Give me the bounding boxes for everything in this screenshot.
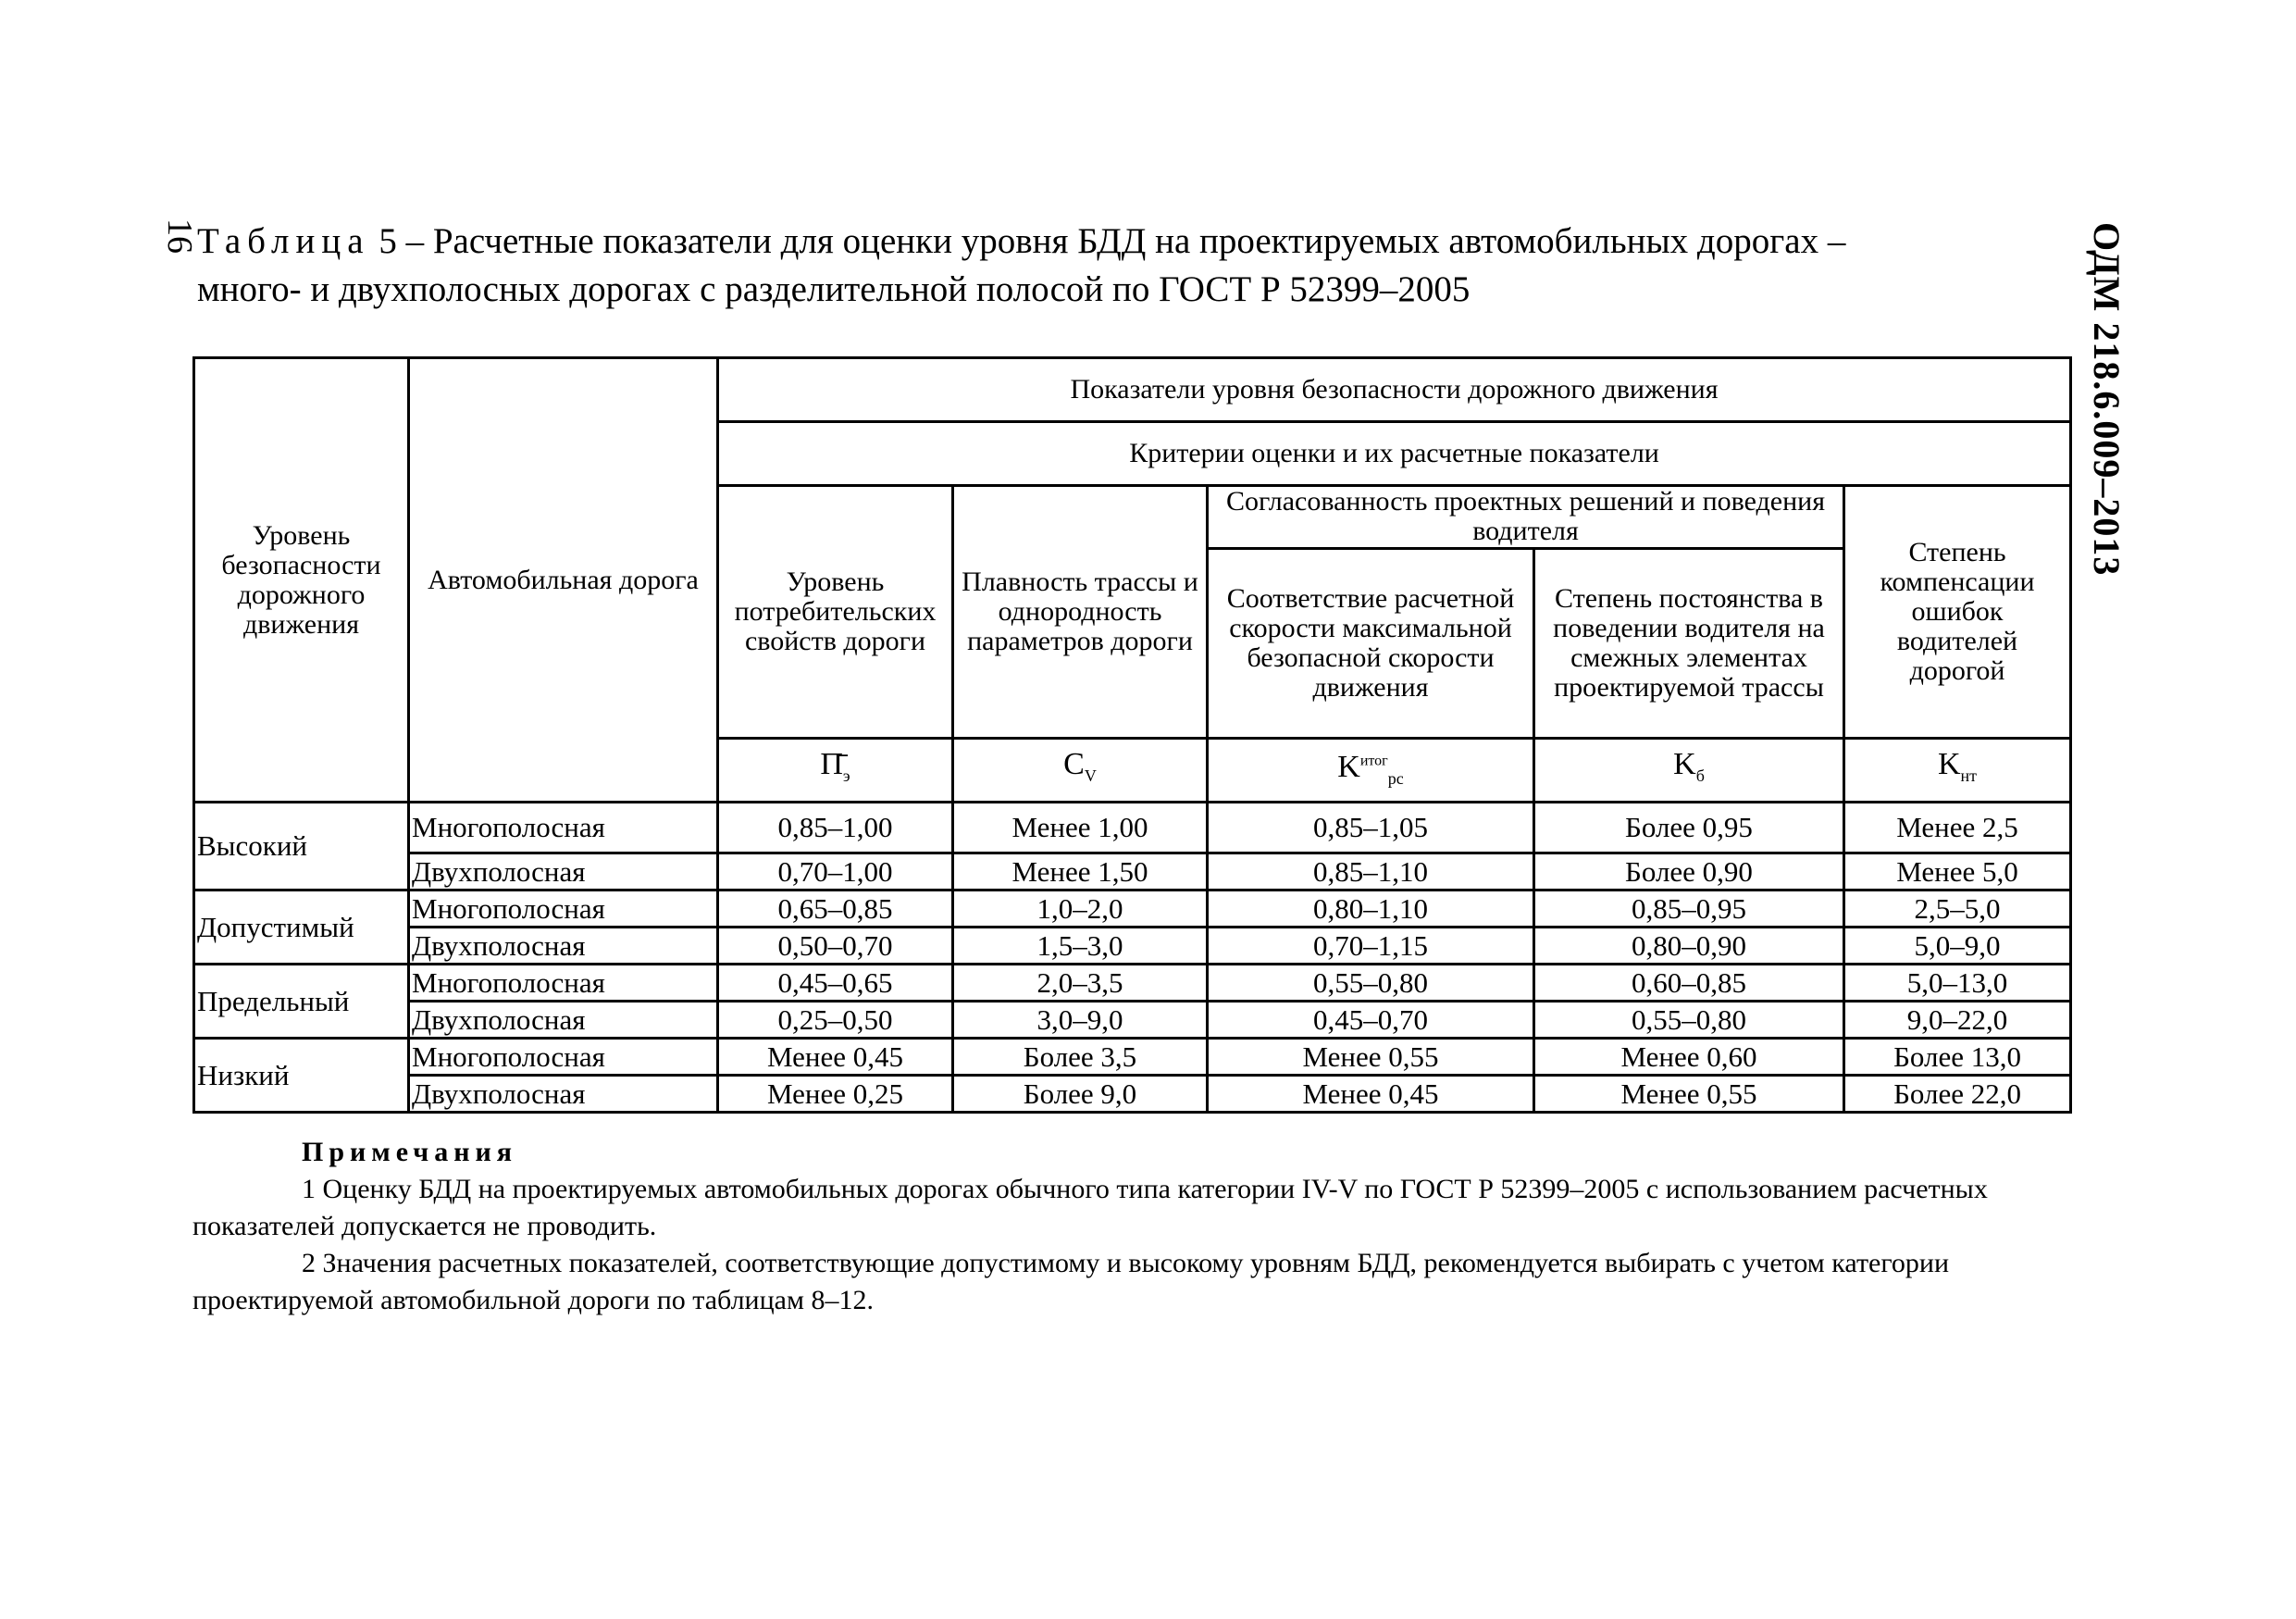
value-cell: 0,55–0,80 <box>1534 1002 1844 1039</box>
notes-heading: Примечания <box>302 1137 518 1167</box>
road-cell: Двухполосная <box>409 853 718 890</box>
level-cell: Предельный <box>194 965 409 1039</box>
symbol-cell <box>953 739 1208 803</box>
header-consumer-properties: Уровень потребительских свойств дороги <box>718 486 953 739</box>
symbol-label: $K^{итог}_{рс}$ <box>1337 750 1404 789</box>
value-cell: 0,80–0,90 <box>1534 928 1844 965</box>
header-speed-compliance: Соответствие расчетной скорости максимальной безопасной скорости движения <box>1208 548 1534 738</box>
value-cell: Более 3,5 <box>953 1039 1208 1076</box>
notes <box>192 1134 2071 1319</box>
table-row <box>194 853 2071 890</box>
title-line2: много- и двухполосных дорогах с разделительной полосой по ГОСТ Р 52399–2005 <box>197 269 1471 309</box>
symbol-label: $П̄_э$ <box>820 747 850 785</box>
value-cell: Менее 0,55 <box>1208 1039 1534 1076</box>
symbol-label: $K_б$ <box>1673 747 1705 785</box>
value-cell: Более 0,95 <box>1534 803 1844 853</box>
symbol-cell <box>1844 739 2071 803</box>
road-cell: Двухполосная <box>409 1002 718 1039</box>
header-group-criteria: Критерии оценки и их расчетные показатели <box>718 422 2071 486</box>
value-cell: 0,70–1,15 <box>1208 928 1534 965</box>
road-cell: Многополосная <box>409 1039 718 1076</box>
symbol-cell <box>1208 739 1534 803</box>
road-cell: Многополосная <box>409 890 718 928</box>
symbol-label: $C_V$ <box>1063 747 1097 785</box>
value-cell: Более 13,0 <box>1844 1039 2071 1076</box>
road-cell: Двухполосная <box>409 928 718 965</box>
header-consistency: Согласованность проектных решений и поведения водителя <box>1208 486 1844 549</box>
table-row <box>194 890 2071 928</box>
value-cell: Более 22,0 <box>1844 1076 2071 1113</box>
value-cell: Менее 0,45 <box>718 1039 953 1076</box>
note-item: 1 Оценку БДД на проектируемых автомобильных дорогах обычного типа категории IV-V по ГОСТ Р 52399–2005 с использованием расчетных показателей допускается не проводить. <box>192 1174 1988 1241</box>
header-road: Автомобильная дорога <box>409 358 718 803</box>
value-cell: 0,45–0,65 <box>718 965 953 1002</box>
value-cell: Менее 2,5 <box>1844 803 2071 853</box>
header-level: Уровень безопасности дорожного движения <box>194 358 409 803</box>
value-cell: 5,0–13,0 <box>1844 965 2071 1002</box>
value-cell: Менее 0,60 <box>1534 1039 1844 1076</box>
table-row <box>194 1076 2071 1113</box>
level-cell: Низкий <box>194 1039 409 1113</box>
document-code: ОДМ 218.6.009–2013 <box>2086 222 2128 577</box>
header-smoothness: Плавность трассы и однородность параметров дороги <box>953 486 1208 739</box>
value-cell: Менее 1,50 <box>953 853 1208 890</box>
value-cell: 2,0–3,5 <box>953 965 1208 1002</box>
table-row <box>194 1002 2071 1039</box>
indicators-table <box>192 356 2072 1114</box>
table-row <box>194 928 2071 965</box>
title-line1: 5 – Расчетные показатели для оценки уровня БДД на проектируемых автомобильных дорогах – <box>369 221 1846 261</box>
value-cell: Более 0,90 <box>1534 853 1844 890</box>
road-cell: Двухполосная <box>409 1076 718 1113</box>
value-cell: 0,70–1,00 <box>718 853 953 890</box>
value-cell: 1,5–3,0 <box>953 928 1208 965</box>
header-error-compensation: Степень компенсации ошибок водителей дорогой <box>1844 486 2071 739</box>
value-cell: 0,65–0,85 <box>718 890 953 928</box>
value-cell: Менее 0,25 <box>718 1076 953 1113</box>
value-cell: 0,80–1,10 <box>1208 890 1534 928</box>
level-cell: Допустимый <box>194 890 409 965</box>
note-item: 2 Значения расчетных показателей, соответствующие допустимому и высокому уровням БДД, рекомендуется выбирать с учетом категории проектируемой автомобильной дороги по таблицам 8–12. <box>192 1248 1950 1315</box>
value-cell: Более 9,0 <box>953 1076 1208 1113</box>
value-cell: 0,50–0,70 <box>718 928 953 965</box>
value-cell: 0,85–0,95 <box>1534 890 1844 928</box>
symbol-cell <box>718 739 953 803</box>
value-cell: 0,85–1,10 <box>1208 853 1534 890</box>
table-title <box>197 218 2039 314</box>
value-cell: 9,0–22,0 <box>1844 1002 2071 1039</box>
header-driver-constancy: Степень постоянства в поведении водителя на смежных элементах проектируемой трассы <box>1534 548 1844 738</box>
value-cell: 0,55–0,80 <box>1208 965 1534 1002</box>
road-cell: Многополосная <box>409 803 718 853</box>
value-cell: 2,5–5,0 <box>1844 890 2071 928</box>
value-cell: 0,45–0,70 <box>1208 1002 1534 1039</box>
value-cell: Менее 0,55 <box>1534 1076 1844 1113</box>
value-cell: 0,85–1,00 <box>718 803 953 853</box>
road-cell: Многополосная <box>409 965 718 1002</box>
value-cell: Менее 5,0 <box>1844 853 2071 890</box>
value-cell: Менее 1,00 <box>953 803 1208 853</box>
value-cell: 3,0–9,0 <box>953 1002 1208 1039</box>
table-row <box>194 803 2071 853</box>
header-group-top: Показатели уровня безопасности дорожного движения <box>718 358 2071 422</box>
symbol-label: $K_{нт}$ <box>1937 747 1978 785</box>
value-cell: 0,85–1,05 <box>1208 803 1534 853</box>
title-lead: Таблица <box>197 221 370 261</box>
value-cell: 5,0–9,0 <box>1844 928 2071 965</box>
value-cell: Менее 0,45 <box>1208 1076 1534 1113</box>
value-cell: 1,0–2,0 <box>953 890 1208 928</box>
value-cell: 0,60–0,85 <box>1534 965 1844 1002</box>
value-cell: 0,25–0,50 <box>718 1002 953 1039</box>
table-row <box>194 965 2071 1002</box>
symbol-cell <box>1534 739 1844 803</box>
table-row <box>194 1039 2071 1076</box>
level-cell: Высокий <box>194 803 409 890</box>
page-number: 16 <box>160 218 199 254</box>
